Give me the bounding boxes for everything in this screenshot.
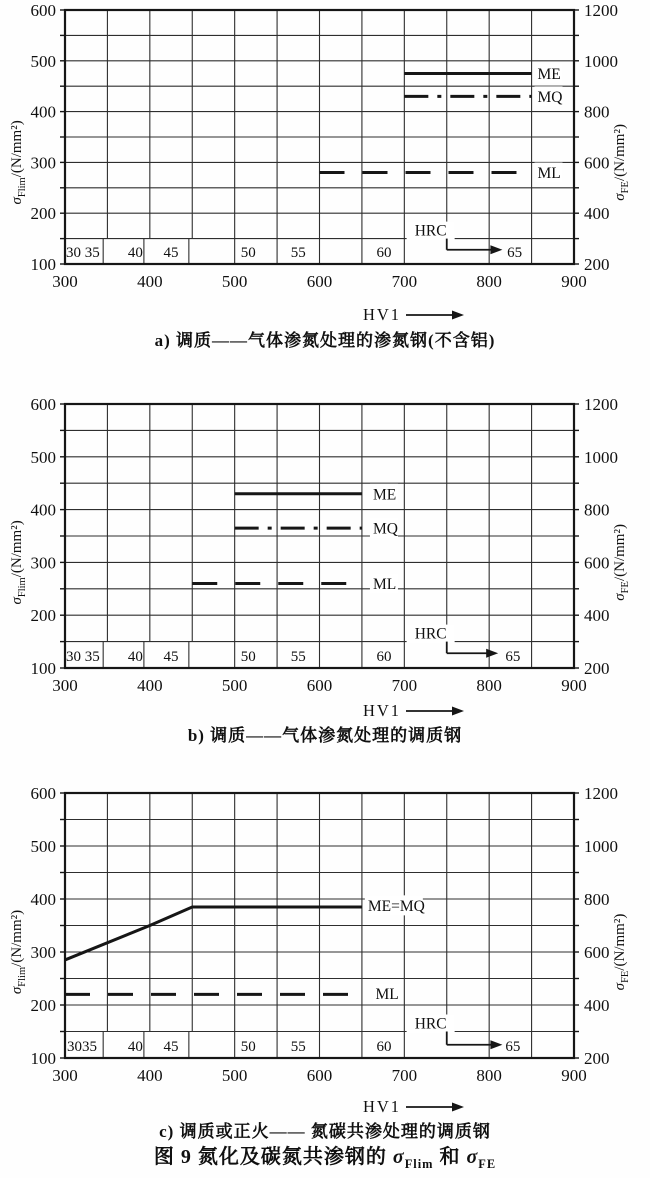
svg-text:300: 300	[52, 676, 78, 695]
svg-text:HV1: HV1	[362, 701, 402, 720]
svg-text:65: 65	[507, 245, 523, 261]
svg-text:40: 40	[127, 1039, 143, 1055]
svg-text:40: 40	[127, 245, 143, 261]
svg-text:500: 500	[221, 1066, 248, 1085]
left-tick-labels	[31, 784, 57, 1068]
svg-text:400: 400	[137, 1066, 163, 1085]
svg-text:600: 600	[306, 1066, 333, 1085]
svg-text:HV1: HV1	[362, 305, 402, 324]
svg-text:100: 100	[30, 1049, 56, 1068]
svg-text:65: 65	[505, 649, 521, 665]
series-label-MQ: MQ	[537, 88, 563, 106]
series-label-ME: ME	[537, 66, 561, 83]
svg-text:600: 600	[584, 553, 610, 573]
svg-text:500: 500	[221, 272, 248, 291]
svg-text:800: 800	[584, 500, 610, 520]
svg-text:200: 200	[584, 1049, 610, 1068]
right-axis-title: $\sigma_{FE}/(N/mm^2)$	[612, 913, 631, 991]
chart-root-b	[9, 395, 631, 745]
left-axis-title: $\sigma_{Flim}/(N/mm^2)$	[9, 120, 28, 205]
chart-root-c	[9, 784, 631, 1141]
svg-text:600: 600	[584, 943, 610, 962]
x-tick-labels	[52, 1066, 587, 1085]
svg-text:1200: 1200	[584, 395, 618, 414]
hrc-labels	[66, 245, 522, 261]
svg-text:900: 900	[561, 1066, 587, 1085]
svg-text:HRC: HRC	[414, 222, 447, 240]
series-label-ML: ML	[537, 165, 561, 183]
hrc-scale	[407, 222, 503, 255]
svg-text:900: 900	[561, 272, 587, 291]
svg-text:55: 55	[290, 1039, 306, 1055]
svg-text:100: 100	[30, 659, 56, 678]
series-label-MQ: MQ	[372, 520, 398, 538]
svg-text:HRC: HRC	[414, 625, 447, 643]
svg-text:800: 800	[476, 272, 502, 291]
chart-a	[0, 0, 650, 360]
svg-text:1200: 1200	[584, 1, 618, 20]
svg-text:HV1: HV1	[362, 1097, 402, 1116]
svg-text:100: 100	[30, 255, 56, 274]
left-axis-title: $\sigma_{Flim}/(N/mm^2)$	[9, 909, 28, 995]
svg-text:50: 50	[240, 649, 256, 665]
svg-text:600: 600	[30, 1, 56, 20]
x-axis-unit	[363, 1097, 464, 1116]
series-label-ME: ME	[372, 486, 397, 504]
svg-text:300: 300	[52, 272, 78, 291]
grid	[65, 10, 574, 264]
svg-text:400: 400	[137, 676, 163, 695]
chart-c	[0, 760, 650, 1178]
svg-text:45: 45	[163, 1039, 179, 1055]
svg-text:600: 600	[30, 784, 56, 803]
svg-text:55: 55	[290, 245, 306, 261]
grid	[65, 793, 574, 1058]
svg-text:30 35: 30 35	[65, 649, 100, 665]
svg-text:45: 45	[163, 245, 179, 261]
svg-text:400: 400	[30, 102, 56, 122]
svg-text:800: 800	[476, 1066, 502, 1085]
svg-text:500: 500	[30, 51, 56, 71]
chart-b	[0, 360, 650, 760]
svg-text:300: 300	[52, 1066, 78, 1085]
svg-text:700: 700	[391, 272, 418, 291]
left-tick-labels	[31, 395, 57, 678]
chart-root-a	[9, 1, 631, 350]
chart-caption-b: b) 调质——气体渗氮处理的调质钢	[187, 726, 463, 745]
svg-text:200: 200	[30, 204, 56, 224]
svg-text:1000: 1000	[584, 837, 618, 856]
x-tick-labels	[52, 272, 587, 291]
svg-text:400: 400	[30, 500, 56, 520]
chart-a-svg	[0, 0, 650, 360]
svg-text:200: 200	[584, 659, 610, 678]
svg-text:600: 600	[306, 272, 333, 291]
svg-text:500: 500	[30, 447, 56, 467]
hrc-labels	[67, 1039, 520, 1055]
left-axis-title: $\sigma_{Flim}/(N/mm^2)$	[9, 520, 28, 605]
chart-caption-c: c) 调质或正火—— 氮碳共渗处理的调质钢	[159, 1122, 491, 1141]
svg-text:50: 50	[240, 245, 256, 261]
series-label-ML: ML	[372, 576, 397, 594]
svg-text:300: 300	[30, 943, 56, 962]
svg-text:400: 400	[137, 272, 163, 291]
svg-text:60: 60	[376, 245, 392, 261]
svg-text:200: 200	[584, 255, 610, 274]
chart-caption-a: a) 调质——气体渗氮处理的渗氮钢(不含铝)	[154, 331, 496, 350]
svg-text:700: 700	[391, 1066, 418, 1085]
chart-c-svg	[0, 760, 650, 1178]
svg-text:400: 400	[584, 606, 610, 626]
svg-text:800: 800	[584, 102, 610, 122]
right-axis-title: $\sigma_{FE}/(N/mm^2)$	[612, 524, 631, 601]
chart-b-svg	[0, 360, 650, 760]
svg-text:30 35: 30 35	[65, 245, 100, 261]
series-label-ML: ML	[375, 985, 399, 1003]
svg-text:50: 50	[240, 1039, 256, 1055]
svg-text:60: 60	[376, 649, 392, 665]
svg-text:45: 45	[163, 649, 179, 665]
svg-text:300: 300	[30, 553, 56, 573]
svg-text:400: 400	[584, 204, 610, 224]
svg-text:600: 600	[306, 676, 333, 695]
svg-text:900: 900	[561, 676, 587, 695]
svg-text:40: 40	[127, 649, 143, 665]
svg-text:600: 600	[30, 395, 56, 414]
svg-text:200: 200	[30, 606, 56, 626]
svg-text:65: 65	[505, 1039, 521, 1055]
svg-text:60: 60	[376, 1039, 392, 1055]
svg-text:500: 500	[221, 676, 248, 695]
svg-text:3035: 3035	[66, 1039, 97, 1055]
svg-text:1000: 1000	[584, 447, 618, 467]
svg-text:200: 200	[30, 996, 56, 1015]
right-axis-title: $\sigma_{FE}/(N/mm^2)$	[612, 124, 631, 201]
svg-text:400: 400	[30, 890, 56, 909]
svg-text:600: 600	[584, 153, 610, 173]
left-tick-labels	[31, 1, 57, 274]
svg-text:500: 500	[30, 837, 56, 856]
svg-text:HRC: HRC	[414, 1015, 447, 1033]
svg-text:300: 300	[30, 153, 56, 173]
svg-text:400: 400	[584, 996, 610, 1015]
svg-text:700: 700	[391, 676, 418, 695]
hrc-labels	[66, 649, 520, 665]
figure-title: 图 9 氮化及碳氮共渗钢的 $\sigma_{Flim}$ 和 $\sigma_{FE}$	[153, 1146, 497, 1171]
svg-text:1000: 1000	[584, 51, 618, 71]
svg-text:55: 55	[290, 649, 306, 665]
grid	[65, 404, 574, 668]
x-tick-labels	[52, 676, 587, 695]
x-axis-unit	[363, 305, 464, 324]
svg-text:800: 800	[476, 676, 502, 695]
series-label-ME=MQ: ME=MQ	[367, 897, 425, 915]
x-axis-unit	[363, 701, 464, 720]
svg-text:800: 800	[584, 890, 610, 909]
svg-text:1200: 1200	[584, 784, 618, 803]
